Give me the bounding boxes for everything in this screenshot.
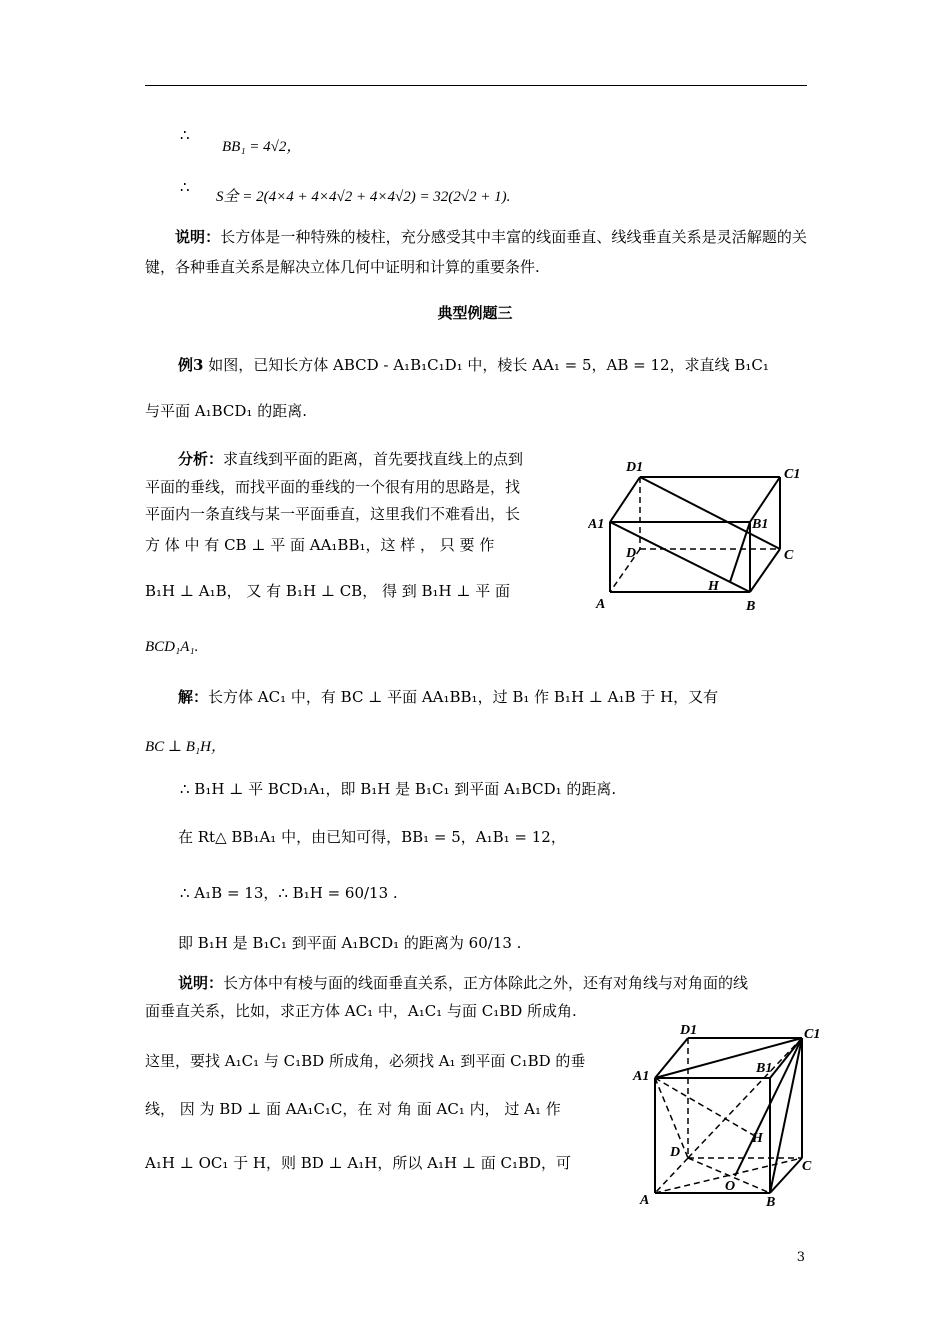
example-label: 例3 [178,356,204,374]
analysis-line-3: 平面内一条直线与某一平面垂直，这里我们不难看出，长 [145,505,521,523]
example-text-1: 如图，已知长方体 ABCD - A₁B₁C₁D₁ 中，棱长 AA₁ = 5，AB = 12，求直线 B₁C₁ [208,356,769,374]
label-c: C [802,1159,812,1174]
label-b: B [766,1195,776,1208]
therefore-symbol-2: ∴ [180,178,190,196]
analysis-line-4: 方 体 中 有 CB ⊥ 平 面 AA₁BB₁，这 样 ， 只 要 作 [145,536,495,554]
label-h: H [752,1131,763,1146]
label-d: D [670,1145,681,1160]
equation-surface-area: S全 = 2(4×4 + 4×4√2 + 4×4√2) = 32(2√2 + 1). [216,189,511,205]
label-c: C [784,548,794,563]
label-b1: B1 [752,517,769,532]
solution-line-2: BC ⊥ B₁H， [145,739,226,755]
label-a1: A1 [633,1069,650,1084]
label-b1: B1 [756,1061,773,1076]
note-2-line-1 [178,976,748,991]
cube-figure-2 [630,1018,822,1208]
note-2-line-3: 这里，要找 A₁C₁ 与 C₁BD 所成角，必须找 A₁ 到平面 C₁BD 的垂 [145,1052,586,1070]
solution-line-4: 在 Rt△ BB₁A₁ 中，由已知可得，BB₁ = 5，A₁B₁ = 12， [178,828,566,846]
label-b: B [746,599,756,614]
example-3-line-1 [178,358,769,373]
page-number: 3 [796,1250,805,1265]
analysis-text-1: 求直线到平面的距离，首先要找直线上的点到 [223,450,524,468]
solution-line-3: ∴ B₁H ⊥ 平 BCD₁A₁，即 B₁H 是 B₁C₁ 到平面 A₁BCD₁ 的距离. [180,780,617,798]
label-d1: D1 [680,1023,698,1038]
label-h: H [708,579,719,594]
analysis-line-6: BCD₁A₁. [145,639,199,655]
section-title: 典型例题三 [437,304,513,322]
label-d1: D1 [626,460,644,475]
note-2-line-4: 线， 因 为 BD ⊥ 面 AA₁C₁C，在 对 角 面 AC₁ 内， 过 A₁ 作 [145,1100,561,1118]
analysis-line-1 [178,452,523,467]
note-1 [145,222,807,282]
analysis-label: 分析： [178,450,224,468]
label-a1: A1 [588,517,605,532]
cuboid-figure-1 [588,452,808,620]
solution-line-1 [178,690,718,705]
solution-line-5: ∴ A₁B = 13，∴ B₁H = 60/13 . [180,884,398,902]
equation-bb1: BB₁ = 4√2， [222,139,302,155]
analysis-line-2: 平面的垂线，而找平面的垂线的一个很有用的思路是，找 [145,478,521,496]
analysis-line-5: B₁H ⊥ A₁B， 又 有 B₁H ⊥ CB， 得 到 B₁H ⊥ 平 面 [145,582,511,600]
label-a: A [640,1193,650,1208]
label-c1: C1 [784,467,801,482]
solution-line-6: 即 B₁H 是 B₁C₁ 到平面 A₁BCD₁ 的距离为 60/13 . [178,934,522,952]
solution-label: 解： [178,688,209,706]
header-rule [145,85,807,86]
label-o: O [725,1179,736,1194]
note-2-line-2: 面垂直关系，比如，求正方体 AC₁ 中，A₁C₁ 与面 C₁BD 所成角. [145,1002,577,1020]
label-a: A [596,597,606,612]
note-text: 长方体是一种特殊的棱柱，充分感受其中丰富的线面垂直、线线垂直关系是灵活解题的关键，各种垂直关系是解决立体几何中证明和计算的重要条件. [145,228,807,276]
therefore-symbol: ∴ [180,126,190,144]
label-d: D [626,546,637,561]
example-3-line-2: 与平面 A₁BCD₁ 的距离. [145,402,307,420]
note-label: 说明： [175,228,221,246]
note-2-label: 说明： [178,974,224,992]
label-c1: C1 [804,1027,821,1042]
note-2-line-5: A₁H ⊥ OC₁ 于 H，则 BD ⊥ A₁H，所以 A₁H ⊥ 面 C₁BD，可 [145,1154,572,1172]
solution-text-1: 长方体 AC₁ 中，有 BC ⊥ 平面 AA₁BB₁，过 B₁ 作 B₁H ⊥ A₁B 于 H，又有 [208,688,719,706]
note-2-text-1: 长方体中有棱与面的线面垂直关系，正方体除此之外，还有对角线与对角面的线 [223,974,749,992]
